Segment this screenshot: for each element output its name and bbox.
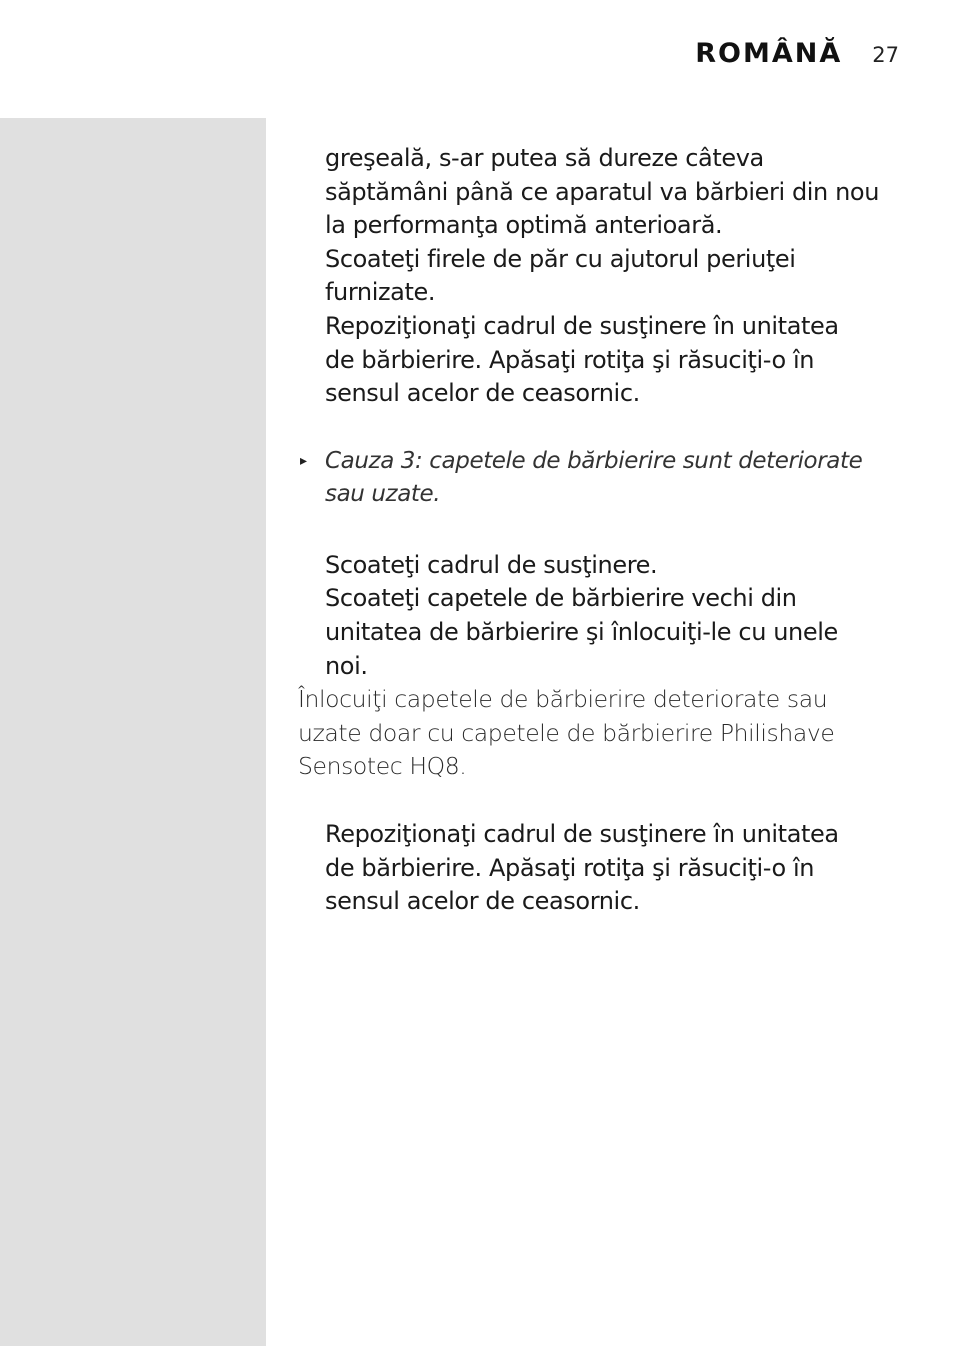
sidebar-panel <box>0 118 266 1346</box>
page-number: 27 <box>872 43 899 67</box>
main-content <box>298 142 918 919</box>
note-text: Înlocuiţi capetele de bărbierire deteriorate sau uzate doar cu capetele de bărbierire Philishave Sensotec HQ8. <box>298 685 835 781</box>
step-text: greşeală, s-ar putea să dureze câteva săptămâni până ce aparatul va bărbieri din nou la performanţa optimă anterioară. <box>325 144 880 240</box>
cause-item <box>298 445 918 511</box>
step-text: Scoateţi firele de păr cu ajutorul periuţei furnizate. <box>325 244 796 307</box>
page-header <box>695 38 899 69</box>
step-text: Repoziţionaţi cadrul de susţinere în unitatea de bărbierire. Apăsaţi rotiţa şi răsuciţi-o în sensul acelor de ceasornic. <box>325 311 839 408</box>
step-text: Scoateţi cadrul de susţinere. <box>325 550 658 579</box>
step-text: Scoateţi capetele de bărbierire vechi din unitatea de bărbierire şi înlocuiţi-le cu unele noi. <box>325 584 838 680</box>
step-text: Repoziţionaţi cadrul de susţinere în unitatea de bărbierire. Apăsaţi rotiţa şi răsuciţi-o în sensul acelor de ceasornic. <box>325 819 839 916</box>
bullet-arrow-icon: ▸ <box>300 452 307 469</box>
cause-text: Cauza 3: capetele de bărbierire sunt deteriorate sau uzate. <box>325 447 863 507</box>
language-title: ROMÂNĂ <box>695 38 843 69</box>
